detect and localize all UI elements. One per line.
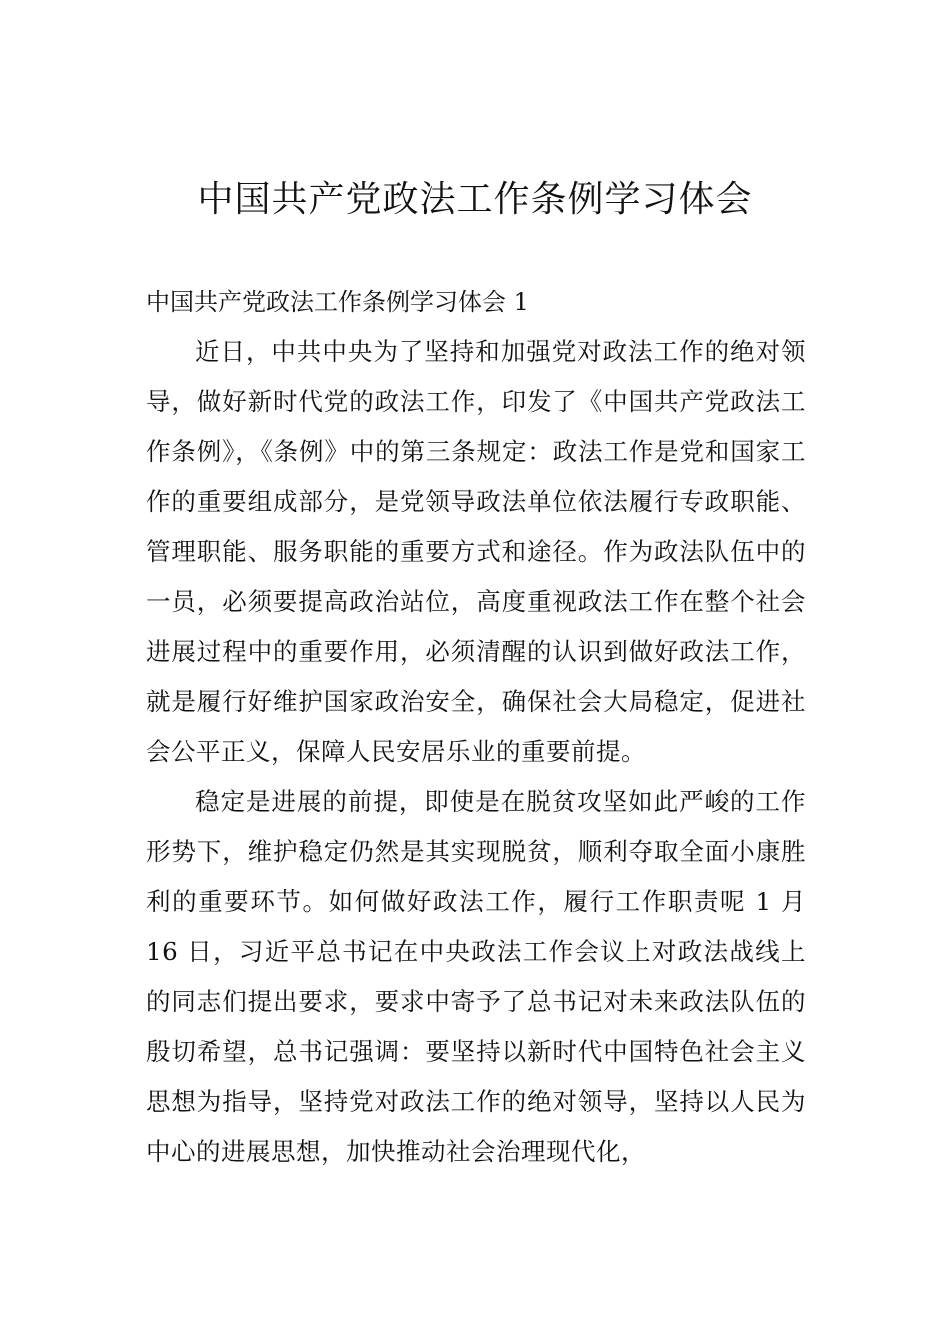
section-heading: 中国共产党政法工作条例学习体会 1 [146,288,529,316]
document-body [146,277,806,1177]
paragraph-2: 稳定是进展的前提，即使是在脱贫攻坚如此严峻的工作形势下，维护稳定仍然是其实现脱贫，顺利夺取全面小康胜利的重要环节。如何做好政法工作，履行工作职责呢 1 月 16 日，习近平总书记在中央政法工作会议上对政法战线上的同志们提出要求，要求中寄予了总书记对未来政法队伍的殷切希望，总书记强调：要坚持以新时代中国特色社会主义思想为指导，坚持党对政法工作的绝对领导，坚持以人民为中心的进展思想，加快推动社会治理现代化， [146,787,806,1166]
document-title: 中国共产党政法工作条例学习体会 [197,179,753,220]
paragraph-1: 近日，中共中央为了坚持和加强党对政法工作的绝对领导，做好新时代党的政法工作，印发了《中国共产党政法工作条例》，《条例》中的第三条规定：政法工作是党和国家工作的重要组成部分，是党领导政法单位依法履行专政职能、管理职能、服务职能的重要方式和途径。作为政法队伍中的一员，必须要提高政治站位，高度重视政法工作在整个社会进展过程中的重要作用，必须清醒的认识到做好政法工作，就是履行好维护国家政治安全，确保社会大局稳定，促进社会公平正义，保障人民安居乐业的重要前提。 [146,337,806,766]
